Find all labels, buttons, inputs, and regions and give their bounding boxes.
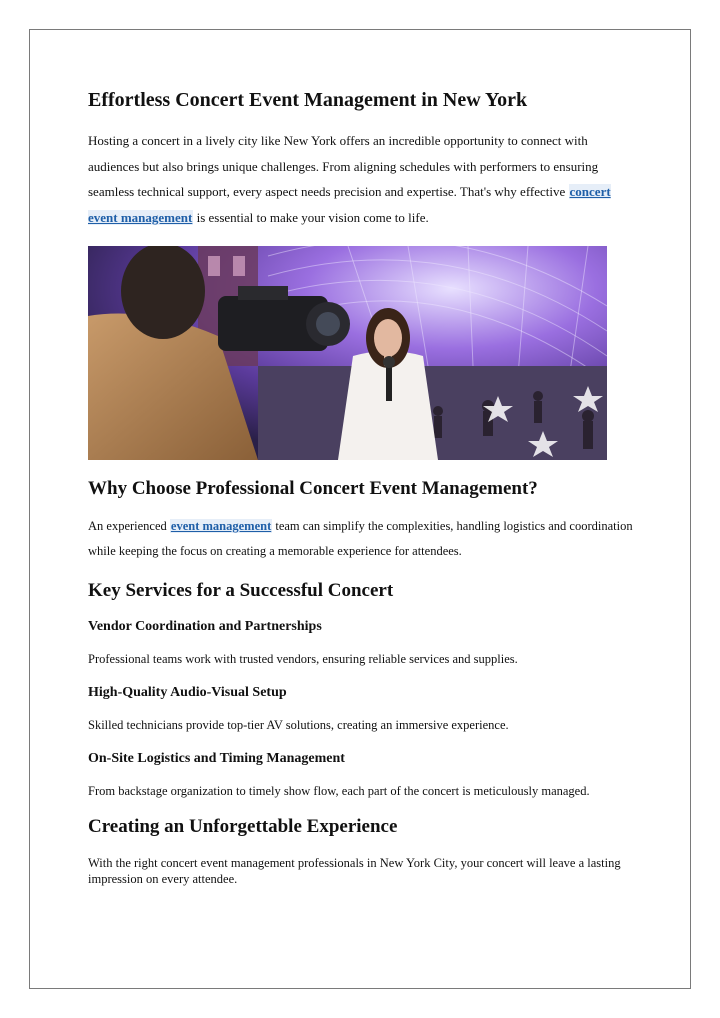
service-title-av: High-Quality Audio-Visual Setup [88,685,287,700]
why-heading: Why Choose Professional Concert Event Management? [88,478,538,499]
hero-image-illustration [88,246,607,460]
page-title: Effortless Concert Event Management in New York [88,89,528,111]
concert-event-management-link[interactable]: concert event management [88,184,611,225]
intro-text-after: is essential to make your vision come to life. [193,209,429,225]
service-title-logistics: On-Site Logistics and Timing Management [88,751,345,766]
why-text-after: team can simplify the complexities, handling logistics and coordination while keeping the focus on creating a memorable experience for attendees. [88,519,633,558]
service-text-logistics: From backstage organization to timely show flow, each part of the concert is meticulously managed. [88,784,590,798]
closing-paragraph: With the right concert event management professionals in New York City, your concert will leave a lasting impression on every attendee. [88,856,621,886]
why-paragraph [88,514,636,564]
why-text-before: An experienced [88,519,170,533]
services-heading: Key Services for a Successful Concert [88,580,394,601]
closing-heading: Creating an Unforgettable Experience [88,816,398,837]
hero-image [88,246,607,460]
service-text-av: Skilled technicians provide top-tier AV solutions, creating an immersive experience. [88,718,509,732]
service-text-vendor: Professional teams work with trusted vendors, ensuring reliable services and supplies. [88,652,518,666]
service-title-vendor: Vendor Coordination and Partnerships [88,619,322,634]
intro-text-before: Hosting a concert in a lively city like New York offers an incredible opportunity to connect with audiences but also brings unique challenges. From aligning schedules with performers to ensuring seamless technical support, every aspect needs precision and expertise. That's why effective [88,133,599,199]
event-management-link[interactable]: event management [170,519,272,533]
intro-paragraph [88,128,636,230]
